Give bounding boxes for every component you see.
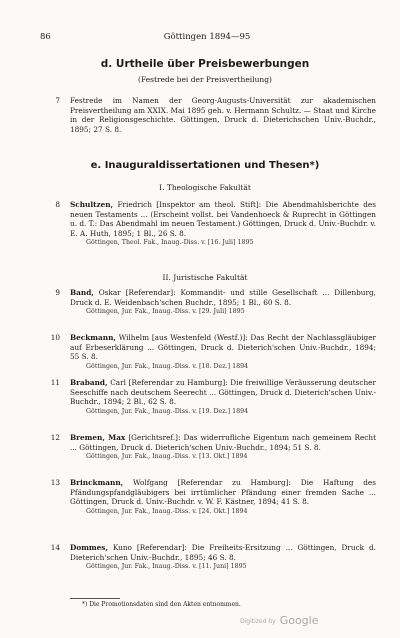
entry-note: Göttingen, Theol. Fak., Inaug.-Diss. v. [16. Juli] 1895 — [86, 239, 254, 247]
author-name: Braband, — [70, 378, 108, 387]
entry-10 — [50, 333, 376, 371]
section-d-heading: d. Urtheile über Preisbewerbungen — [100, 58, 310, 70]
footnote-rule — [70, 598, 120, 599]
entry-note: Göttingen, Jur. Fak., Inaug.-Diss. v. [18. Dez.] 1894 — [86, 362, 249, 370]
entry-text: Wolfgang [Referendar zu Hamburg]: Die Haftung des Pfändungspfandgläubigers bei irrtümlicher Pfändung einer fremden Sache ... Göttingen, Druck d. Univ.-Buchdr. v. W. F. Kästner, 1894; 41 S. 8. — [70, 478, 376, 507]
author-name: Schultzen, — [70, 200, 114, 209]
author-name: Bremen, Max — [70, 433, 126, 442]
entry-9 — [55, 288, 376, 316]
entry-number: 13 — [50, 478, 60, 487]
entry-14 — [50, 543, 376, 571]
entry-7 — [55, 96, 376, 134]
entry-number: 14 — [50, 543, 60, 552]
section-e-heading: e. Inauguraldissertationen und Thesen*) — [90, 160, 320, 171]
entry-12 — [50, 433, 377, 461]
entry-number: 11 — [50, 378, 60, 387]
entry-text: Oskar [Referendar]: Kommandit- und stille Gesellschaft ... Dillenburg, Druck d. E. Weidenbach'schen Buchdr., 1895; 1 Bl., 60 S. 8. — [70, 288, 376, 307]
entry-number: 9 — [55, 288, 60, 297]
author-name: Brinckmann, — [70, 478, 124, 487]
entry-note: Göttingen, Jur. Fak., Inaug.-Diss. v. [19. Dez.] 1894 — [86, 407, 249, 415]
entry-number: 10 — [50, 333, 60, 342]
entry-number: 8 — [55, 200, 60, 209]
entry-note: Göttingen, Jur. Fak., Inaug.-Diss. v. [29. Juli] 1895 — [86, 308, 245, 316]
author-name: Dommes, — [70, 543, 108, 552]
page-number: 86 — [40, 32, 51, 42]
entry-text: [Gerichtsref.]: Das widerrufliche Eigentum nach gemeinem Recht ... Göttingen, Druck d. Dieterich'schen Univ.-Buchdr., 1894; 51 S. 8. — [70, 433, 377, 452]
google-logo: Google — [279, 614, 319, 627]
entry-13 — [50, 478, 376, 516]
entry-number: 7 — [55, 96, 60, 105]
faculty-law-heading: II. Juristische Fakultät — [162, 273, 248, 282]
entry-note: Göttingen, Jur. Fak., Inaug.-Diss. v. [24. Okt.] 1894 — [86, 507, 248, 515]
entry-number: 12 — [50, 433, 60, 442]
entry-text: Carl [Referendar zu Hamburg]: Die freiwillige Veräusserung deutscher Seeschiffe nach deutschem Seerecht ... Göttingen, Druck d. Dieterich'schen Univ.-Buchdr., 1894; 2 Bl., 62 S. 8. — [70, 378, 376, 407]
entry-text: Wilhelm [aus Westenfeld (Westf.)]: Das Recht der Nachlassgläubiger auf Erbeserklärung ... Göttingen, Druck d. Dieterich'schen Univ.-Buchdr., 1894; 55 S. 8. — [70, 333, 376, 362]
author-name: Band, — [70, 288, 94, 297]
entry-note: Göttingen, Jur. Fak., Inaug.-Diss. v. [11. Juni] 1895 — [86, 563, 247, 571]
entry-text: Festrede im Namen der Georg-Augusts-Universität zur akademischen Preisvertheilung am XXIX. Mai 1895 geh. v. Hermann Schultz. — Staat und Kirche in der Religionsgeschichte. Göttingen, Druck d. Dieterichschen Univ.-Buchdr., 1895; 27 S. 8. — [70, 96, 376, 134]
running-title: Göttingen 1894—95 — [163, 32, 251, 42]
entry-8 — [55, 200, 376, 247]
footnote: *) Die Promotionsdaten sind den Akten entnommen. — [82, 601, 241, 608]
faculty-theology-heading: I. Theologische Fakultät — [159, 183, 251, 192]
entry-note: Göttingen, Jur. Fak., Inaug.-Diss. v. [13. Okt.] 1894 — [86, 453, 248, 461]
entry-11 — [50, 378, 376, 416]
watermark-prefix: Digitized by — [240, 617, 276, 625]
entry-text: Friedrich [Inspektor am theol. Stift]: Die Abendmahlsberichte des neuen Testaments ... (Erscheint vollst. bei Vandenhoeck & Ruprecht in Göttingen u. d. T.: Das Abendmahl im neuen Testament.) Göttingen, Druck d. Univ.-Buchdr. v. E. A. Huth, 1895; 1 Bl., 26 S. 8. — [70, 200, 376, 238]
entry-text: Kuno [Referendar]: Die Freiheits-Ersitzung ... Göttingen, Druck d. Dieterich'schen Univ.-Buchdr., 1895; 46 S. 8. — [70, 543, 376, 562]
author-name: Beckmann, — [70, 333, 116, 342]
digitized-watermark — [240, 614, 319, 627]
running-header — [40, 32, 374, 44]
section-d-subheading: (Festrede bei der Preisvertheilung) — [138, 75, 272, 84]
